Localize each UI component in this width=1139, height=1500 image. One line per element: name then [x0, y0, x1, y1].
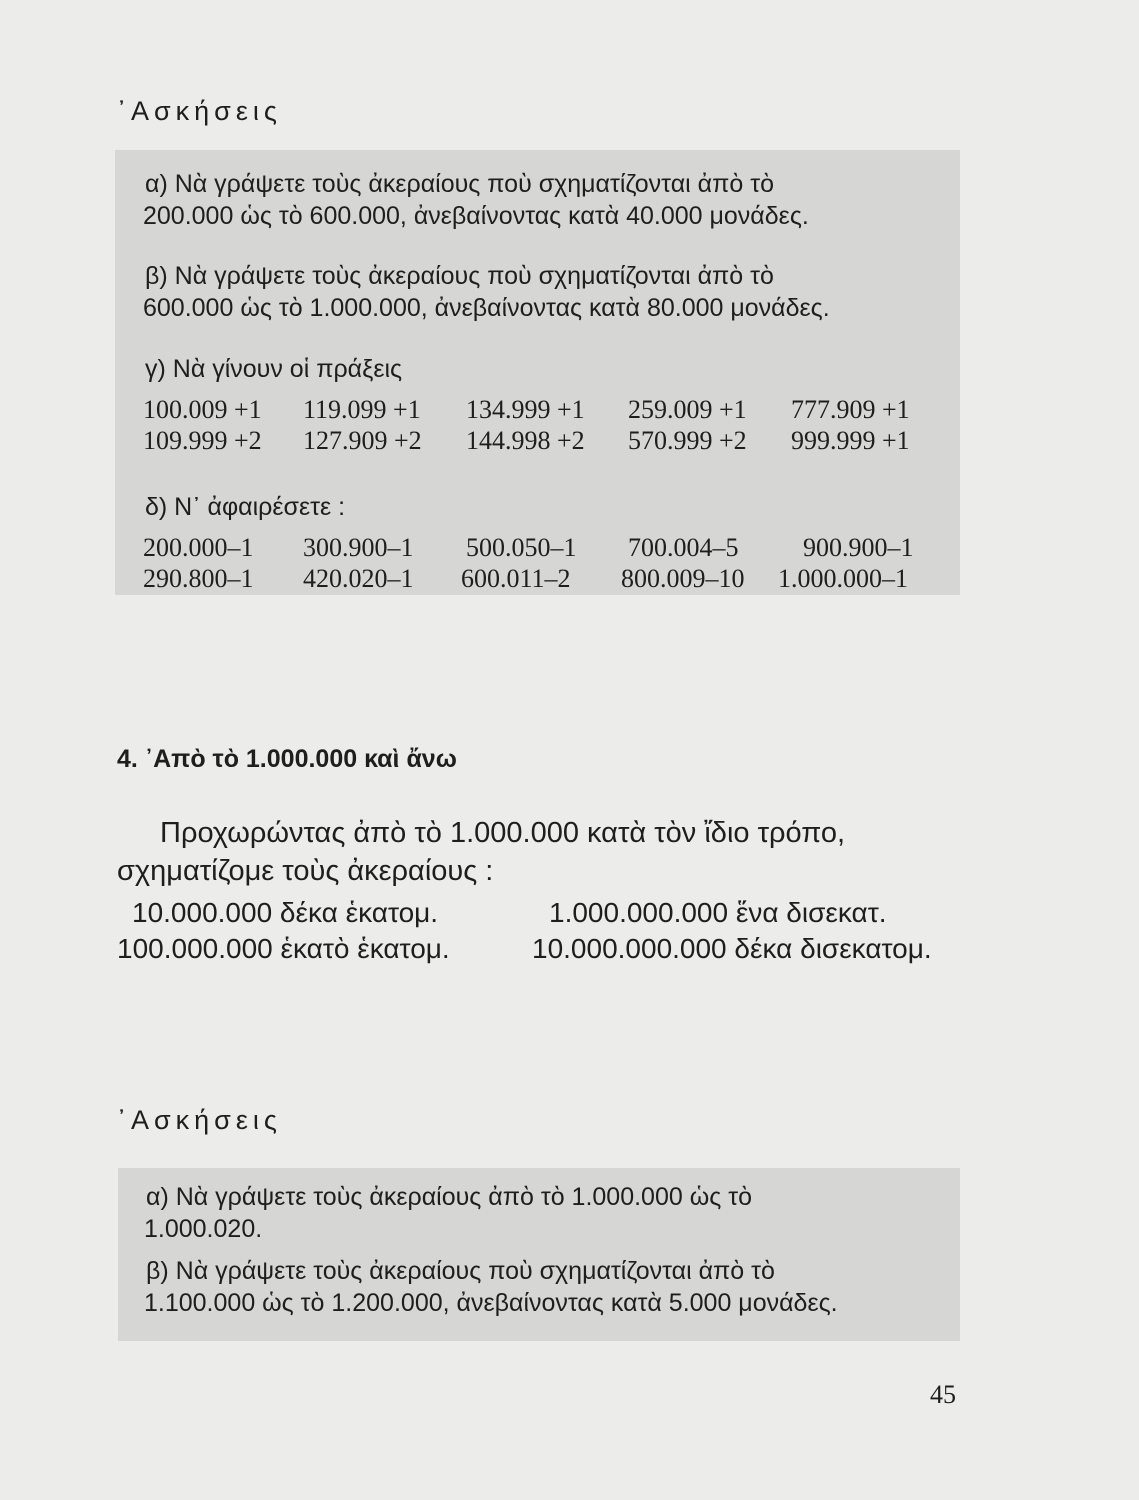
exercise-d-row-2 [143, 564, 943, 594]
exercise-c-label: γ) Νὰ γίνουν οἱ πράξεις [145, 355, 403, 383]
number-name: 10.000.000 δέκα ἑκατομ. [132, 897, 439, 928]
operation: 100.009 +1 [143, 395, 262, 424]
operation: 200.000–1 [143, 533, 254, 562]
number-name: 100.000.000 ἑκατὸ ἑκατομ. [117, 933, 450, 964]
exercise-a-line2: 200.000 ὡς τὸ 600.000, ἀνεβαίνοντας κατὰ 40.000 μονάδες. [143, 202, 809, 230]
exercise-c-row-1 [143, 395, 943, 425]
operation: 259.009 +1 [628, 395, 747, 424]
operation: 119.099 +1 [303, 395, 421, 424]
operation: 134.999 +1 [466, 395, 585, 424]
section-text-line2: σχηματίζομε τοὺς ἀκεραίους : [117, 855, 494, 887]
exercise-box-1 [115, 150, 960, 595]
operation: 127.909 +2 [303, 426, 422, 455]
operation: 777.909 +1 [791, 395, 910, 424]
operation: 570.999 +2 [628, 426, 747, 455]
operation: 500.050–1 [466, 533, 577, 562]
section-title: 4. ᾿Απὸ τὸ 1.000.000 καὶ ἄνω [117, 745, 457, 773]
large-numbers-row-2 [117, 933, 962, 969]
exercise2-a-line1: α) Νὰ γράψετε τοὺς ἀκεραίους ἀπὸ τὸ 1.000.000 ὡς τὸ [146, 1183, 753, 1211]
operation: 800.009–10 [621, 564, 745, 593]
operation: 109.999 +2 [143, 426, 262, 455]
exercise-box-2 [118, 1168, 960, 1341]
section-text-line1: Προχωρώντας ἀπὸ τὸ 1.000.000 κατὰ τὸν ἴδιο τρόπο, [160, 817, 846, 849]
exercise-b-line2: 600.000 ὡς τὸ 1.000.000, ἀνεβαίνοντας κατὰ 80.000 μονάδες. [143, 294, 830, 322]
exercise2-b-line1: β) Νὰ γράψετε τοὺς ἀκεραίους ποὺ σχηματίζονται ἀπὸ τὸ [146, 1257, 775, 1285]
operation: 300.900–1 [303, 533, 414, 562]
exercise2-a-line2: 1.000.020. [144, 1215, 263, 1243]
exercise-c-row-2 [143, 426, 943, 456]
operation: 600.011–2 [461, 564, 571, 593]
operation: 900.900–1 [803, 533, 914, 562]
exercise-a-line1: α) Νὰ γράψετε τοὺς ἀκεραίους ποὺ σχηματίζονται ἀπὸ τὸ [145, 170, 774, 198]
operation: 420.020–1 [303, 564, 414, 593]
operation: 1.000.000–1 [778, 564, 908, 593]
number-name: 1.000.000.000 ἕνα δισεκατ. [549, 897, 887, 928]
operation: 700.004–5 [628, 533, 739, 562]
number-name: 10.000.000.000 δέκα δισεκατομ. [532, 933, 932, 964]
exercises-heading-1: ᾿Ασκήσεις [117, 96, 282, 126]
page-number: 45 [930, 1380, 956, 1409]
exercise-b-line1: β) Νὰ γράψετε τοὺς ἀκεραίους ποὺ σχηματίζονται ἀπὸ τὸ [145, 262, 774, 290]
exercise-d-label: δ) Ν᾿ ἀφαιρέσετε : [145, 493, 346, 521]
operation: 999.999 +1 [791, 426, 910, 455]
exercise2-b-line2: 1.100.000 ὡς τὸ 1.200.000, ἀνεβαίνοντας κατὰ 5.000 μονάδες. [144, 1289, 838, 1317]
operation: 290.800–1 [143, 564, 254, 593]
exercise-d-row-1 [143, 533, 943, 563]
exercises-heading-2: ᾿Ασκήσεις [117, 1105, 282, 1135]
operation: 144.998 +2 [466, 426, 585, 455]
large-numbers-row-1 [117, 897, 962, 933]
